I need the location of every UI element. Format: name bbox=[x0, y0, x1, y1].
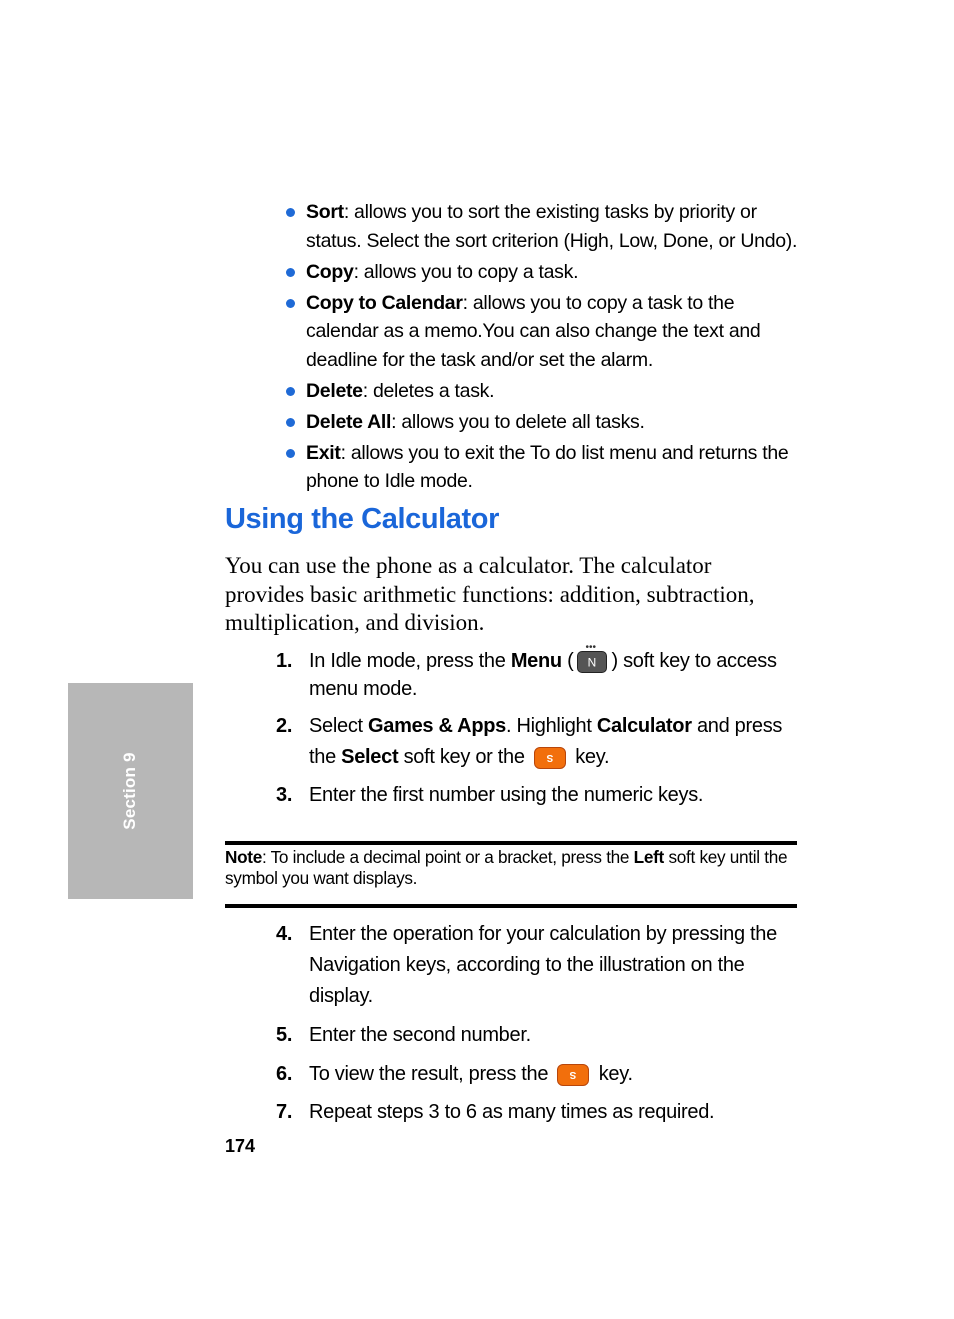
step-item: 5. Enter the second number. bbox=[276, 1020, 796, 1051]
step-number: 4. bbox=[276, 923, 293, 945]
step-item: 1. In Idle mode, press the Menu ( ••• N ) soft key to access menu mode. bbox=[276, 641, 777, 700]
option-desc: : allows you to sort the existing tasks by priority or status. Select the sort criterion (High, Low, Done, or Undo). bbox=[306, 201, 798, 252]
option-desc: : deletes a task. bbox=[362, 379, 495, 402]
option-term: Delete All bbox=[306, 410, 392, 433]
send-key-icon: S bbox=[557, 1064, 589, 1086]
step-number: 5. bbox=[276, 1024, 293, 1046]
section-label: Section 9 bbox=[120, 752, 139, 830]
step-item: 6. To view the result, press the S key. bbox=[276, 1059, 796, 1090]
step-number: 6. bbox=[276, 1063, 293, 1085]
steps-list-b bbox=[276, 919, 796, 1128]
step-item: 4. Enter the operation for your calculation by pressing the Navigation keys, according to the illustration on the display. bbox=[276, 919, 796, 1012]
option-desc: : allows you to copy a task. bbox=[353, 260, 579, 283]
option-term: Copy to Calendar bbox=[306, 291, 463, 314]
step-item: 2. Select Games & Apps. Highlight Calculator and press the Select soft key or the S key. bbox=[276, 711, 796, 773]
note-label: Note bbox=[225, 847, 262, 867]
list-item bbox=[284, 439, 804, 496]
note-box: Note: To include a decimal point or a bracket, press the Left soft key until the symbol you want displays. bbox=[225, 847, 788, 888]
step-number: 1. bbox=[276, 650, 293, 672]
list-item bbox=[284, 198, 804, 255]
list-item bbox=[284, 289, 804, 375]
bullet-dot-icon bbox=[286, 299, 295, 308]
section-heading: Using the Calculator bbox=[225, 503, 499, 535]
send-key-icon: S bbox=[534, 747, 566, 769]
bullet-dot-icon bbox=[286, 449, 295, 458]
option-desc: : allows you to delete all tasks. bbox=[391, 410, 645, 433]
step-number: 2. bbox=[276, 715, 293, 737]
menu-key-icon: ••• N bbox=[577, 651, 607, 673]
bullet-dot-icon bbox=[286, 418, 295, 427]
option-term: Copy bbox=[306, 260, 354, 283]
option-term: Exit bbox=[306, 441, 341, 464]
option-list bbox=[284, 198, 804, 498]
page-number: 174 bbox=[225, 1136, 256, 1156]
option-term: Sort bbox=[306, 201, 344, 223]
step-number: 3. bbox=[276, 784, 293, 806]
note-top-rule bbox=[225, 841, 797, 845]
list-item bbox=[284, 377, 804, 406]
bullet-dot-icon bbox=[286, 208, 295, 217]
option-desc: : allows you to exit the To do list menu and returns the phone to Idle mode. bbox=[306, 441, 789, 492]
note-bottom-rule bbox=[225, 904, 797, 908]
steps-list-a bbox=[276, 641, 796, 811]
bullet-dot-icon bbox=[286, 387, 295, 396]
step-item: 3. Enter the first number using the numeric keys. bbox=[276, 780, 796, 811]
step-number: 7. bbox=[276, 1101, 293, 1123]
step-item: 7. Repeat steps 3 to 6 as many times as required. bbox=[276, 1097, 796, 1128]
option-term: Delete bbox=[306, 379, 363, 402]
intro-paragraph: You can use the phone as a calculator. The calculator provides basic arithmetic functions: addition, subtraction, multiplication, and division. bbox=[225, 553, 755, 635]
bullet-dot-icon bbox=[286, 268, 295, 277]
section-tab bbox=[68, 683, 193, 899]
menu-term: Menu bbox=[510, 650, 562, 672]
list-item bbox=[284, 258, 804, 287]
option-desc: : allows you to copy a task to the calendar as a memo.You can also change the text and deadline for the task and/or set the alarm. bbox=[306, 291, 761, 371]
list-item bbox=[284, 408, 804, 437]
